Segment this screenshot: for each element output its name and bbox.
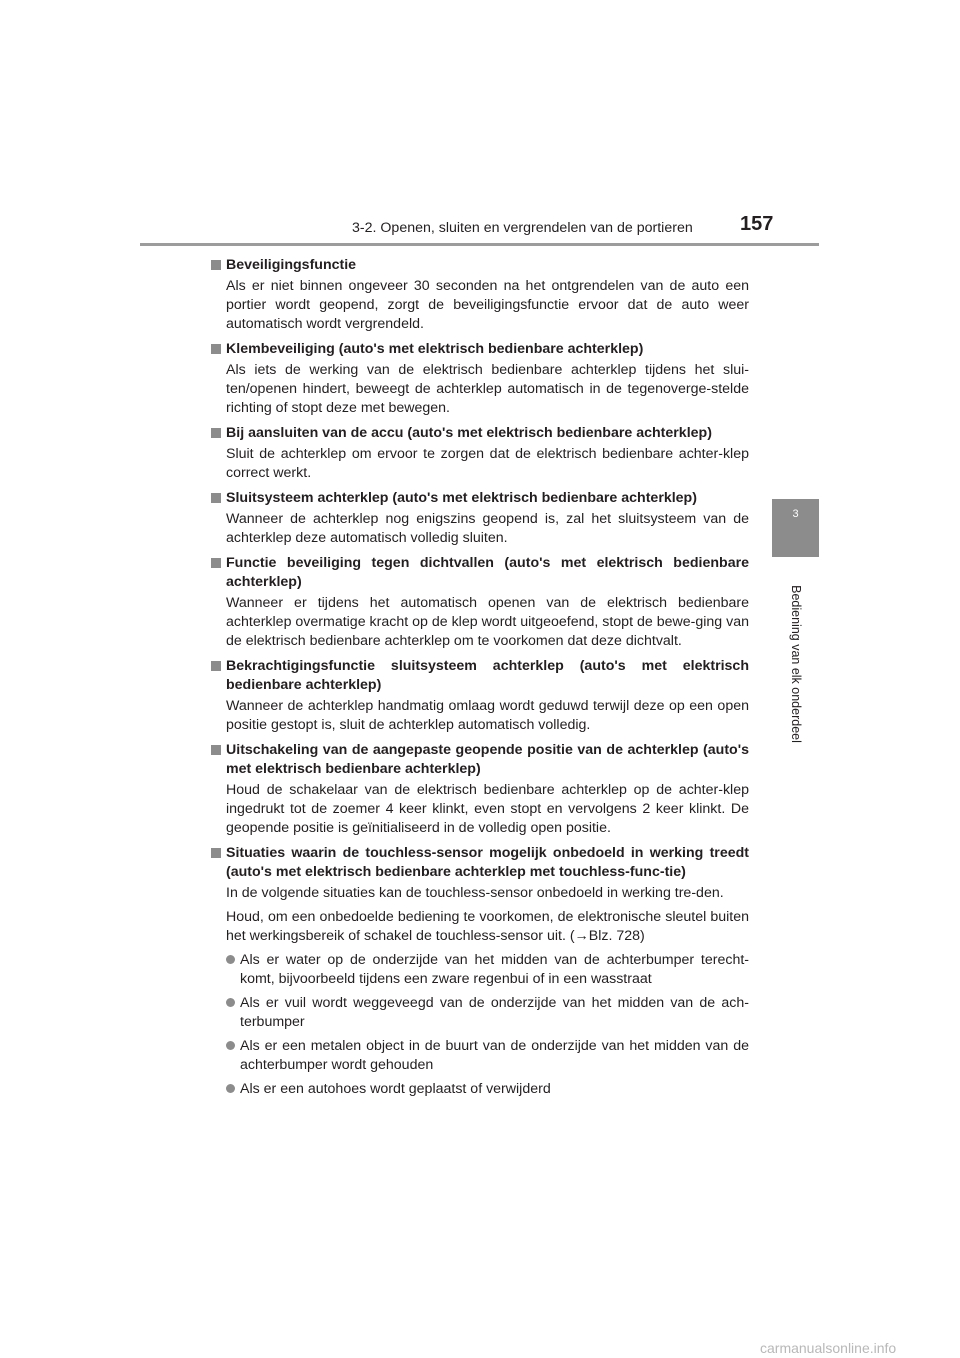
chapter-label: Bediening van elk onderdeel	[789, 585, 803, 743]
square-bullet-icon	[211, 428, 221, 438]
square-bullet-icon	[211, 344, 221, 354]
section-paragraph: Houd, om een onbedoelde bediening te voorkomen, de elektronische sleutel buiten het werkingsbereik of schakel de touchless-sensor uit. (→Blz. 728)	[226, 909, 749, 944]
list-item	[211, 951, 749, 989]
section-paragraph: Sluit de achterklep om ervoor te zorgen dat de elektrisch bedienbare achter-klep correct werkt.	[226, 446, 749, 481]
section-title	[211, 844, 749, 882]
section-paragraph: Wanneer er tijdens het automatisch openen van de elektrisch bedienbare achterklep overmatige kracht op de klep wordt uitgeoefend, stopt de bewe-ging van de elektrisch bedienbare achterklep om te voorkomen dat deze dichtvalt.	[226, 595, 749, 649]
section-title-text: Beveiligingsfunctie	[226, 257, 357, 273]
section-title	[211, 424, 749, 443]
section	[211, 340, 749, 418]
section-title	[211, 554, 749, 592]
circle-bullet-icon	[226, 1041, 235, 1050]
section-title-text: Functie beveiliging tegen dichtvallen (auto's met elektrisch bedienbare achterklep)	[226, 555, 749, 590]
section	[211, 741, 749, 838]
section-title	[211, 489, 749, 508]
circle-bullet-icon	[226, 1084, 235, 1093]
section	[211, 844, 749, 1099]
section-title-text: Bekrachtigingsfunctie sluitsysteem achterklep (auto's met elektrisch bedienbare achterklep)	[226, 658, 749, 693]
square-bullet-icon	[211, 558, 221, 568]
list-item-text: Als er een metalen object in de buurt van de onderzijde van het midden van de achterbumper wordt gehouden	[240, 1038, 749, 1073]
section	[211, 424, 749, 483]
header-divider	[140, 243, 819, 246]
running-header: 3-2. Openen, sluiten en vergrendelen van de portieren	[352, 220, 693, 236]
site-watermark: carmanualsonline.info	[760, 1340, 897, 1356]
square-bullet-icon	[211, 848, 221, 858]
square-bullet-icon	[211, 260, 221, 270]
list-item	[211, 994, 749, 1032]
section-paragraph: Houd de schakelaar van de elektrisch bedienbare achterklep op de achter-klep ingedrukt tot de zoemer 4 keer klinkt, even stopt en vervolgens 2 keer klinkt. De geopende positie is geïnitialiseerd in de volledig open positie.	[226, 782, 749, 836]
square-bullet-icon	[211, 493, 221, 503]
section-paragraph: Als er niet binnen ongeveer 30 seconden na het ontgrendelen van de auto een portier wordt geopend, zorgt de beveiligingsfunctie ervoor dat de auto weer automatisch wordt vergrendeld.	[226, 278, 749, 332]
section-title	[211, 657, 749, 695]
section-title-text: Klembeveiliging (auto's met elektrisch bedienbare achterklep)	[226, 341, 644, 357]
section-title	[211, 340, 749, 359]
list-item-text: Als er een autohoes wordt geplaatst of verwijderd	[240, 1081, 551, 1097]
list-item-text: Als er water op de onderzijde van het midden van de achterbumper terecht-komt, bijvoorbeeld tijdens een zware regenbui of in een wasstraat	[240, 952, 749, 987]
section	[211, 554, 749, 651]
section-title-text: Uitschakeling van de aangepaste geopende positie van de achterklep (auto's met elektrisch bedienbare achterklep)	[226, 742, 749, 777]
chapter-tab: 3	[772, 499, 819, 557]
page-body	[211, 256, 749, 1105]
circle-bullet-icon	[226, 955, 235, 964]
list-item	[211, 1037, 749, 1075]
section-title	[211, 256, 749, 275]
section-paragraph: Wanneer de achterklep nog enigszins geopend is, zal het sluitsysteem van de achterklep deze automatisch volledig sluiten.	[226, 511, 749, 546]
square-bullet-icon	[211, 661, 221, 671]
section-title-text: Sluitsysteem achterklep (auto's met elektrisch bedienbare achterklep)	[226, 490, 697, 506]
section-paragraph: Als iets de werking van de elektrisch bedienbare achterklep tijdens het slui-ten/openen hindert, beweegt de achterklep automatisch in de tegenoverge-stelde richting of stopt deze met bewegen.	[226, 362, 749, 416]
section-paragraph: In de volgende situaties kan de touchless-sensor onbedoeld in werking tre-den.	[226, 885, 724, 901]
section	[211, 489, 749, 548]
square-bullet-icon	[211, 745, 221, 755]
section	[211, 657, 749, 735]
section-paragraph: Wanneer de achterklep handmatig omlaag wordt geduwd terwijl deze op een open positie gestopt is, sluit de achterklep automatisch volledig.	[226, 698, 749, 733]
section	[211, 256, 749, 334]
circle-bullet-icon	[226, 998, 235, 1007]
section-title	[211, 741, 749, 779]
section-title-text: Bij aansluiten van de accu (auto's met elektrisch bedienbare achterklep)	[226, 425, 712, 441]
list-item	[211, 1080, 749, 1099]
list-item-text: Als er vuil wordt weggeveegd van de onderzijde van het midden van de ach-terbumper	[240, 995, 749, 1030]
section-title-text: Situaties waarin de touchless-sensor mogelijk onbedoeld in werking treedt (auto's met elektrisch bedienbare achterklep met touchless-func-tie)	[226, 845, 749, 880]
page-number: 157	[740, 213, 774, 235]
